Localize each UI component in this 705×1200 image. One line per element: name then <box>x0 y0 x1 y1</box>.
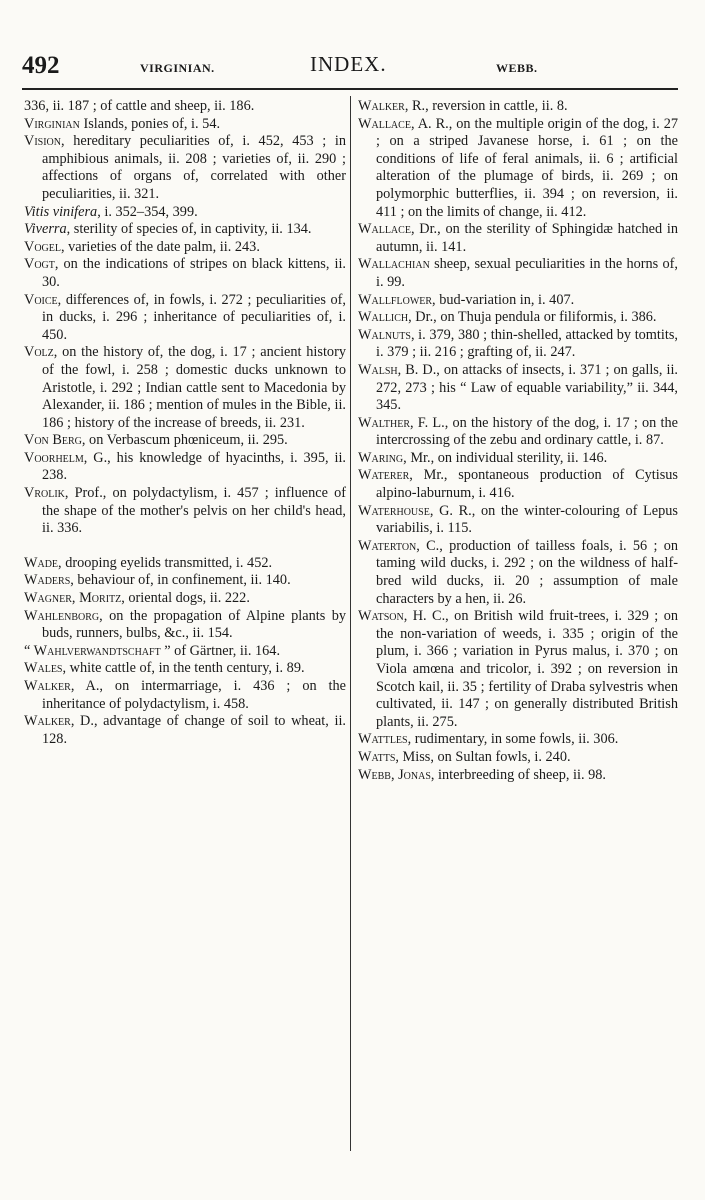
entry-text: , Prof., on polydactylism, i. 457 ; influence of the shape of the mother's pelvis on her child's head, ii. 336. <box>42 485 346 537</box>
entry-text: , Mr., spontaneous production of Cytisus alpino-laburnum, i. 416. <box>376 467 678 502</box>
index-entry <box>358 221 678 256</box>
entry-text: , white cattle of, in the tenth century, i. 89. <box>62 660 305 677</box>
entry-text: , differences of, in fowls, i. 272 ; peculiarities of, in ducks, i. 296 ; inheritance of peculiarities of, i. 450. <box>42 291 346 343</box>
entry-text: , on the propagation of Alpine plants by buds, runners, bulbs, &c., ii. 154. <box>42 607 346 642</box>
index-entry <box>358 415 678 450</box>
entry-text: , Dr., on Thuja pendula or filiformis, i. 386. <box>408 309 657 326</box>
entry-text: , drooping eyelids transmitted, i. 452. <box>58 554 273 571</box>
entry-text: , oriental dogs, ii. 222. <box>121 590 250 607</box>
index-entry <box>358 116 678 222</box>
index-entry <box>24 116 346 134</box>
entry-heading: Waterton <box>358 537 417 554</box>
entry-text: , hereditary peculiarities of, i. 452, 453 ; in amphibious animals, ii. 208 ; varieties of, ii. 290 ; affections of organs of, correlated with other peculiarities, ii. 321. <box>42 133 346 202</box>
entry-heading: Walsh <box>358 361 398 378</box>
entry-text: , Dr., on the sterility of Sphingidæ hatched in autumn, ii. 141. <box>376 221 678 255</box>
entry-heading: Wallace <box>358 221 411 238</box>
index-entry <box>24 678 346 713</box>
entry-text: , i. 352–354, 399. <box>97 203 198 220</box>
index-entry <box>24 133 346 203</box>
index-entry <box>358 538 678 608</box>
index-entry <box>24 292 346 345</box>
entry-heading: Wallachian <box>358 256 430 273</box>
entry-text: , on the history of, the dog, i. 17 ; ancient history of the fowl, i. 258 ; domestic ducks unknown to Aristotle, i. 292 ; Indian cattle sent to Macedonia by Alexander, ii. 186 ; mention of mules in the Bible, ii. 186 ; history of the increase of breeds, ii. 231. <box>42 344 346 431</box>
right-column <box>358 98 678 784</box>
column-divider <box>350 96 351 1151</box>
entry-text: Islands, ponies of, i. 54. <box>79 115 221 132</box>
entry-text: , Miss, on Sultan fowls, i. 240. <box>395 748 571 765</box>
index-entry <box>358 309 678 327</box>
entry-heading: Wallace <box>358 115 411 132</box>
entry-text: , sterility of species of, in captivity, ii. 134. <box>66 221 312 238</box>
entry-heading: “ Wahlverwandtschaft ” <box>24 642 171 659</box>
index-entry <box>358 450 678 468</box>
entry-text: , bud-variation in, i. 407. <box>432 291 575 308</box>
entry-heading: Walther <box>358 414 411 431</box>
entry-text: , G., his knowledge of hyacinths, i. 395, ii. 238. <box>42 449 346 484</box>
entry-heading: Wales <box>24 660 63 677</box>
entry-heading: Volz <box>24 344 54 361</box>
entry-heading: Wagner, Moritz <box>24 590 122 607</box>
index-entry <box>24 485 346 538</box>
entry-heading: Waders <box>24 572 71 589</box>
entry-heading: Vrolik <box>24 485 65 502</box>
index-entry <box>24 608 346 643</box>
entry-heading: Wade <box>24 554 59 571</box>
entry-text: , A., on intermarriage, i. 436 ; on the inheritance of polydactylism, i. 458. <box>42 678 346 712</box>
index-entry <box>24 590 346 608</box>
entry-text: of Gärtner, ii. 164. <box>170 642 281 659</box>
index-entry <box>358 327 678 362</box>
entry-heading: Vogel <box>24 238 61 255</box>
index-entry <box>358 731 678 749</box>
index-entry <box>24 713 346 748</box>
entry-text: , on Verbascum phœniceum, ii. 295. <box>81 432 288 449</box>
entry-text: , Mr., on individual sterility, ii. 146. <box>403 449 608 466</box>
index-entry <box>24 643 346 661</box>
entry-text: , rudimentary, in some fowls, ii. 306. <box>407 731 619 748</box>
entry-heading: Watts <box>358 748 396 765</box>
entry-heading: Wahlenborg <box>24 607 100 624</box>
page-title: INDEX. <box>310 52 387 76</box>
index-entry <box>24 450 346 485</box>
entry-heading: Walker <box>24 678 71 694</box>
entry-heading: Voorhelm <box>24 449 84 466</box>
entry-heading: Waterhouse <box>358 502 430 519</box>
entry-heading: Walker <box>24 713 71 730</box>
entry-heading: Vision <box>24 133 61 150</box>
index-entry <box>24 239 346 257</box>
index-entry <box>358 503 678 538</box>
index-entry <box>24 555 346 573</box>
section-gap <box>24 538 346 555</box>
entry-text: , H. C., on British wild fruit-trees, i. 329 ; on the non-variation of weeds, i. 335 ; origin of the plum, i. 366 ; variation in Pyrus malus, i. 370 ; on Viola amœna and tricolor, i. 392 ; on reversion in Scotch kail, ii. 35 ; fertility of Draba sylvestris when cultivated, ii. 147 ; on generally distributed British plants, ii. 275. <box>376 608 678 730</box>
index-entry <box>24 204 346 222</box>
index-entry <box>358 467 678 502</box>
index-entry <box>358 767 678 785</box>
index-entry <box>24 660 346 678</box>
entry-heading: Vitis vinifera <box>24 203 98 220</box>
index-entry <box>24 256 346 291</box>
index-entry <box>358 749 678 767</box>
left-running-head: VIRGINIAN. <box>140 61 215 75</box>
index-entry <box>24 432 346 450</box>
entry-heading: Waring <box>358 449 404 466</box>
entry-text: , varieties of the date palm, ii. 243. <box>61 238 260 255</box>
entry-text: , R., reversion in cattle, ii. 8. <box>404 98 568 114</box>
entry-text: , G. R., on the winter-colouring of Lepus variabilis, i. 115. <box>376 502 678 537</box>
index-entry <box>358 292 678 310</box>
entry-heading: Wattles <box>358 731 408 748</box>
entry-text: 336, ii. 187 ; of cattle and sheep, ii. 186. <box>24 98 255 114</box>
index-entry <box>358 98 678 116</box>
index-entry <box>24 221 346 239</box>
entry-heading: Walker <box>358 98 405 114</box>
entry-heading: Virginian <box>24 115 80 132</box>
page-header <box>22 52 682 86</box>
entry-text: , C., production of tailless foals, i. 56 ; on taming wild ducks, i. 292 ; on the wildness of half-bred wild ducks, ii. 20 ; assumption of male characters by a hen, ii. 26. <box>376 537 678 607</box>
entry-heading: Wallflower <box>358 291 433 308</box>
index-entry <box>358 608 678 731</box>
entry-text: , interbreeding of sheep, ii. 98. <box>430 766 606 783</box>
index-entry <box>358 256 678 291</box>
index-entry <box>24 572 346 590</box>
left-column <box>24 98 346 748</box>
index-entry <box>358 362 678 415</box>
entry-text: , D., advantage of change of soil to wheat, ii. 128. <box>42 713 346 747</box>
entry-heading: Waterer <box>358 467 410 484</box>
entry-text: , A. R., on the multiple origin of the dog, i. 27 ; on a striped Javanese horse, i. 61 ; on the conditions of life of feral animals, ii. 6 ; artificial alteration of the plumage of birds, ii. 269 ; on polymorphic butterflies, ii. 394 ; on reversion, ii. 411 ; on the limits of change, ii. 412. <box>376 115 678 220</box>
entry-heading: Webb, Jonas <box>358 766 431 783</box>
entry-heading: Vogt <box>24 256 55 273</box>
entry-text: , B. D., on attacks of insects, i. 371 ; on galls, ii. 272, 273 ; his “ Law of equable variability,” ii. 344, 345. <box>376 361 678 414</box>
entry-heading: Voice <box>24 291 58 308</box>
entry-heading: Viverra <box>24 221 67 238</box>
entry-heading: Wallich <box>358 309 409 326</box>
entry-text: , behaviour of, in confinement, ii. 140. <box>70 572 291 589</box>
page-number: 492 <box>22 52 60 79</box>
entry-text: sheep, sexual peculiarities in the horns of, i. 99. <box>376 256 678 290</box>
entry-heading: Watson <box>358 608 404 625</box>
header-rule <box>22 88 678 90</box>
entry-heading: Walnuts <box>358 326 411 343</box>
entry-text: , on the indications of stripes on black kittens, ii. 30. <box>42 256 346 290</box>
index-entry <box>24 344 346 432</box>
entry-heading: Von Berg <box>24 432 82 449</box>
entry-text: , i. 379, 380 ; thin-shelled, attacked by tomtits, i. 379 ; ii. 216 ; grafting of, ii. 247. <box>376 326 678 361</box>
entry-text: , F. L., on the history of the dog, i. 17 ; on the intercrossing of the zebu and ordinary cattle, i. 87. <box>376 414 678 449</box>
index-entry <box>24 98 346 116</box>
right-running-head: WEBB. <box>496 61 538 75</box>
